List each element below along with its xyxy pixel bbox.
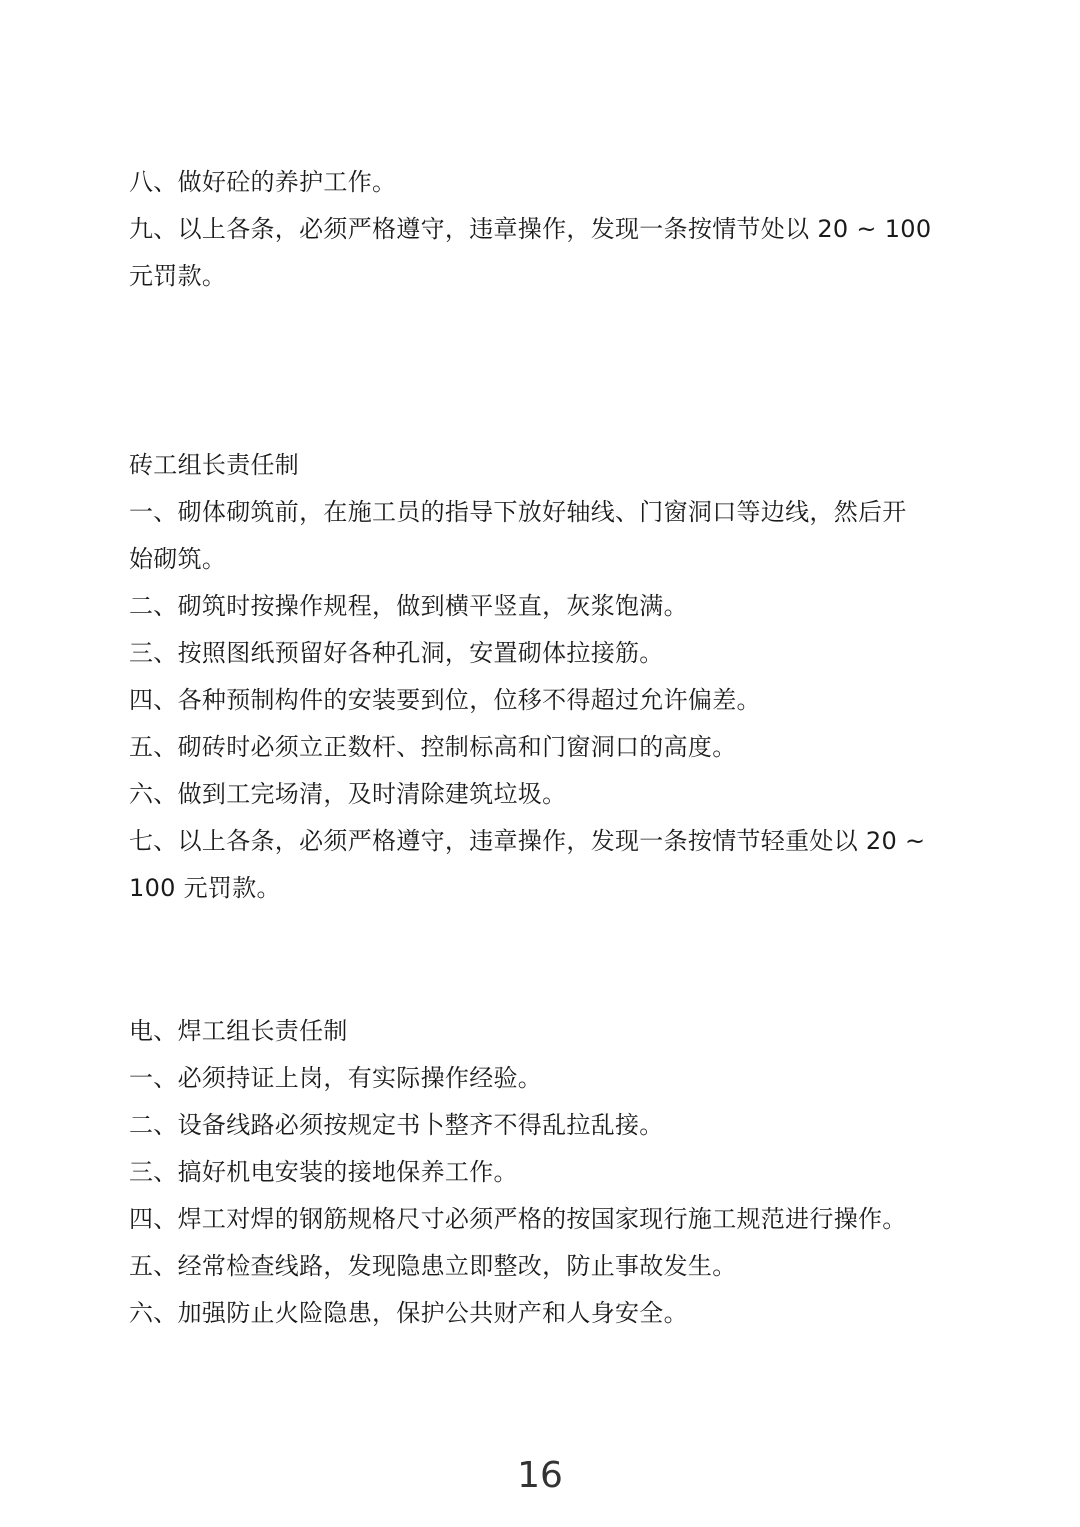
clause-line: 元罚款。 (129, 262, 227, 290)
clause-line: 五、经常检查线路，发现隐患立即整改，防止事故发生。 (129, 1252, 737, 1280)
clause-line: 始砌筑。 (129, 545, 227, 573)
clause-line: 一、必须持证上岗，有实际操作经验。 (129, 1064, 543, 1092)
clause-line: 二、设备线路必须按规定书卜整齐不得乱拉乱接。 (129, 1111, 664, 1139)
section-title-mason: 砖工组长责任制 (129, 451, 300, 479)
clause-line: 九、以上各条，必须严格遵守，违章操作，发现一条按情节处以 20 ~ 100 (129, 215, 932, 243)
clause-line: 二、砌筑时按操作规程，做到横平竖直，灰浆饱满。 (129, 592, 688, 620)
clause-line: 四、焊工对焊的钢筋规格尺寸必须严格的按国家现行施工规范进行操作。 (129, 1205, 907, 1233)
clause-line: 六、做到工完场清，及时清除建筑垃圾。 (129, 780, 567, 808)
clause-line: 四、各种预制构件的安装要到位，位移不得超过允许偏差。 (129, 686, 761, 714)
clause-line: 六、加强防止火险隐患，保护公共财产和人身安全。 (129, 1299, 688, 1327)
clause-line: 三、搞好机电安装的接地保养工作。 (129, 1158, 518, 1186)
clause-line: 100 元罚款。 (129, 874, 281, 902)
clause-line: 五、砌砖时必须立正数杆、控制标高和门窗洞口的高度。 (129, 733, 737, 761)
clause-line: 一、砌体砌筑前，在施工员的指导下放好轴线、门窗洞口等边线，然后开 (129, 498, 907, 526)
clause-line: 八、做好砼的养护工作。 (129, 168, 397, 196)
clause-line: 三、按照图纸预留好各种孔洞，安置砌体拉接筋。 (129, 639, 664, 667)
section-title-electric: 电、焊工组长责任制 (129, 1017, 348, 1045)
page-number: 16 (517, 1455, 563, 1496)
clause-line: 七、以上各条，必须严格遵守，违章操作，发现一条按情节轻重处以 20 ~ (129, 827, 926, 855)
